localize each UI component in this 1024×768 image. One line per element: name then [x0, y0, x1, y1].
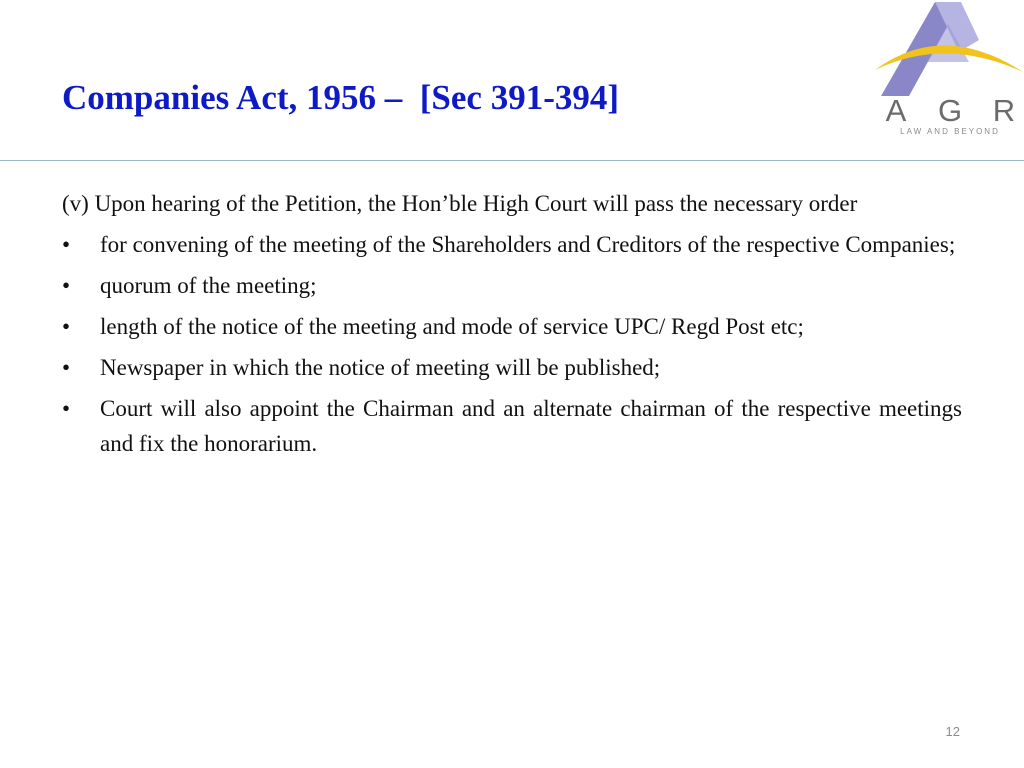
list-item: • for convening of the meeting of the Shareholders and Creditors of the respective Companies;: [62, 227, 962, 262]
title-divider: [0, 160, 1024, 161]
logo-letter: G: [937, 93, 963, 128]
list-item: (v) Upon hearing of the Petition, the Hon’ble High Court will pass the necessary order: [62, 191, 858, 216]
logo-letter: R: [992, 93, 1016, 128]
list-item: • quorum of the meeting;: [62, 268, 962, 303]
list-item: • length of the notice of the meeting and mode of service UPC/ Regd Post etc;: [62, 309, 962, 344]
logo-tagline: LAW AND BEYOND: [900, 127, 1000, 136]
logo-letters: [876, 94, 1024, 128]
bullet-list: [62, 186, 962, 467]
logo-letter: A: [885, 93, 907, 128]
page-number: 12: [945, 724, 960, 739]
list-item: • Court will also appoint the Chairman and an alternate chairman of the respective meetings and fix the honorarium.: [62, 391, 962, 461]
slide-title: Companies Act, 1956 – [Sec 391-394]: [62, 78, 620, 117]
list-item: • Newspaper in which the notice of meeting will be published;: [62, 350, 962, 385]
